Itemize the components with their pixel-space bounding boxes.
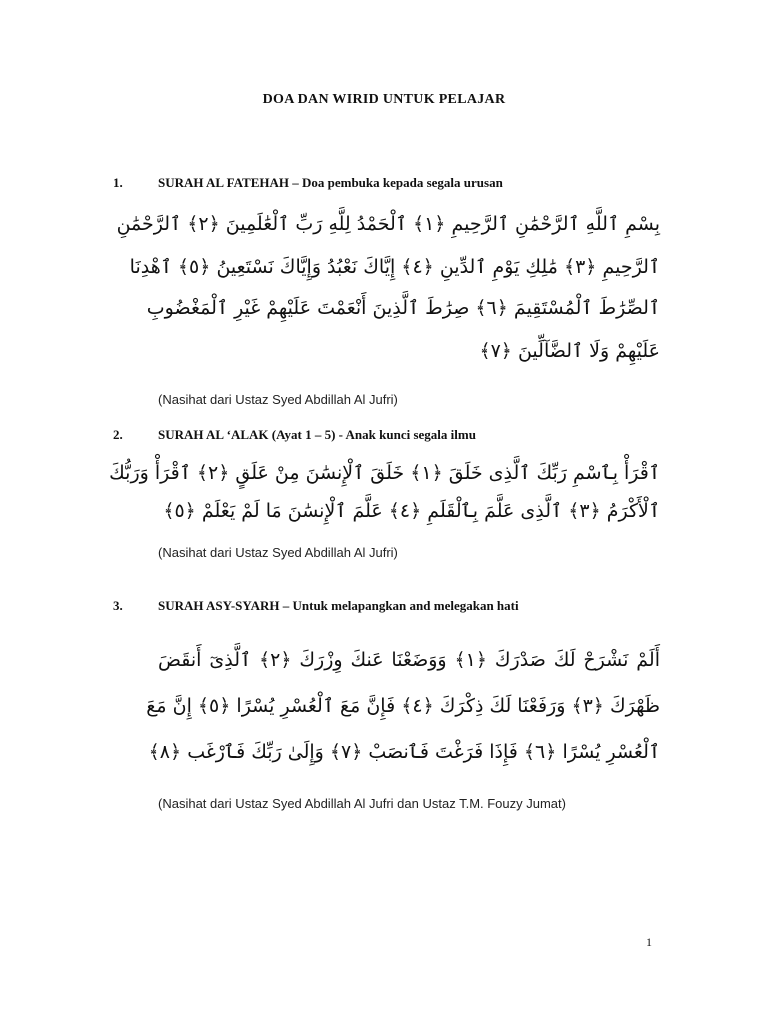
arabic-verse-line: ٱلصِّرَٰطَ ٱلْمُسْتَقِيمَ ﴿٦﴾ صِرَٰطَ ٱلَّذِينَ أَنْعَمْتَ عَلَيْهِمْ غَيْرِ ٱلْمَغْضُوبِ xyxy=(146,297,660,319)
arabic-verse-line: أَلَمْ نَشْرَحْ لَكَ صَدْرَكَ ﴿١﴾ وَوَضَعْنَا عَنكَ وِزْرَكَ ﴿٢﴾ ٱلَّذِىٓ أَنقَضَ xyxy=(158,649,660,671)
arabic-verse-line: عَلَيْهِمْ وَلَا ٱلضَّآلِّينَ ﴿٧﴾ xyxy=(479,340,660,362)
section-heading xyxy=(0,175,768,195)
arabic-verse-line: ٱلْأَكْرَمُ ﴿٣﴾ ٱلَّذِى عَلَّمَ بِٱلْقَلَمِ ﴿٤﴾ عَلَّمَ ٱلْإِنسَٰنَ مَا لَمْ يَعْلَمْ ﴿٥﴾ xyxy=(163,500,660,522)
section-title: SURAH ASY-SYARH – Untuk melapangkan and melegakan hati xyxy=(158,598,519,613)
section-title: SURAH AL FATEHAH – Doa pembuka kepada segala urusan xyxy=(158,175,503,190)
section-number: 2. xyxy=(113,427,123,442)
section-title: SURAH AL ‘ALAK (Ayat 1 – 5) - Anak kunci segala ilmu xyxy=(158,427,476,442)
section-number: 1. xyxy=(113,175,123,190)
attribution-note: (Nasihat dari Ustaz Syed Abdillah Al Jufri) xyxy=(158,545,398,560)
arabic-verse-line: ٱقْرَأْ بِٱسْمِ رَبِّكَ ٱلَّذِى خَلَقَ ﴿١﴾ خَلَقَ ٱلْإِنسَٰنَ مِنْ عَلَقٍ ﴿٢﴾ ٱقْرَأْ وَرَبُّكَ xyxy=(109,462,660,484)
section-heading xyxy=(0,427,768,447)
page-number: 1 xyxy=(646,935,652,949)
page-title: DOA DAN WIRID UNTUK PELAJAR xyxy=(262,92,506,107)
arabic-verse-line: ٱلرَّحِيمِ ﴿٣﴾ مَٰلِكِ يَوْمِ ٱلدِّينِ ﴿٤﴾ إِيَّاكَ نَعْبُدُ وَإِيَّاكَ نَسْتَعِينُ ﴿٥﴾ ٱهْدِنَا xyxy=(129,256,660,278)
arabic-verse-line: ٱلْعُسْرِ يُسْرًا ﴿٦﴾ فَإِذَا فَرَغْتَ فَٱنصَبْ ﴿٧﴾ وَإِلَىٰ رَبِّكَ فَٱرْغَب ﴿٨﴾ xyxy=(148,741,660,763)
arabic-verse-line: ظَهْرَكَ ﴿٣﴾ وَرَفَعْنَا لَكَ ذِكْرَكَ ﴿٤﴾ فَإِنَّ مَعَ ٱلْعُسْرِ يُسْرًا ﴿٥﴾ إِنَّ مَعَ xyxy=(146,695,660,717)
section-number: 3. xyxy=(113,598,123,613)
section-heading xyxy=(0,598,768,618)
attribution-note: (Nasihat dari Ustaz Syed Abdillah Al Jufri) xyxy=(158,392,398,407)
arabic-verse-line: بِسْمِ ٱللَّهِ ٱلرَّحْمَٰنِ ٱلرَّحِيمِ ﴿١﴾ ٱلْحَمْدُ لِلَّهِ رَبِّ ٱلْعَٰلَمِينَ ﴿٢﴾ ٱلرَّحْمَٰنِ xyxy=(116,213,660,235)
attribution-note: (Nasihat dari Ustaz Syed Abdillah Al Jufri dan Ustaz T.M. Fouzy Jumat) xyxy=(158,796,566,811)
